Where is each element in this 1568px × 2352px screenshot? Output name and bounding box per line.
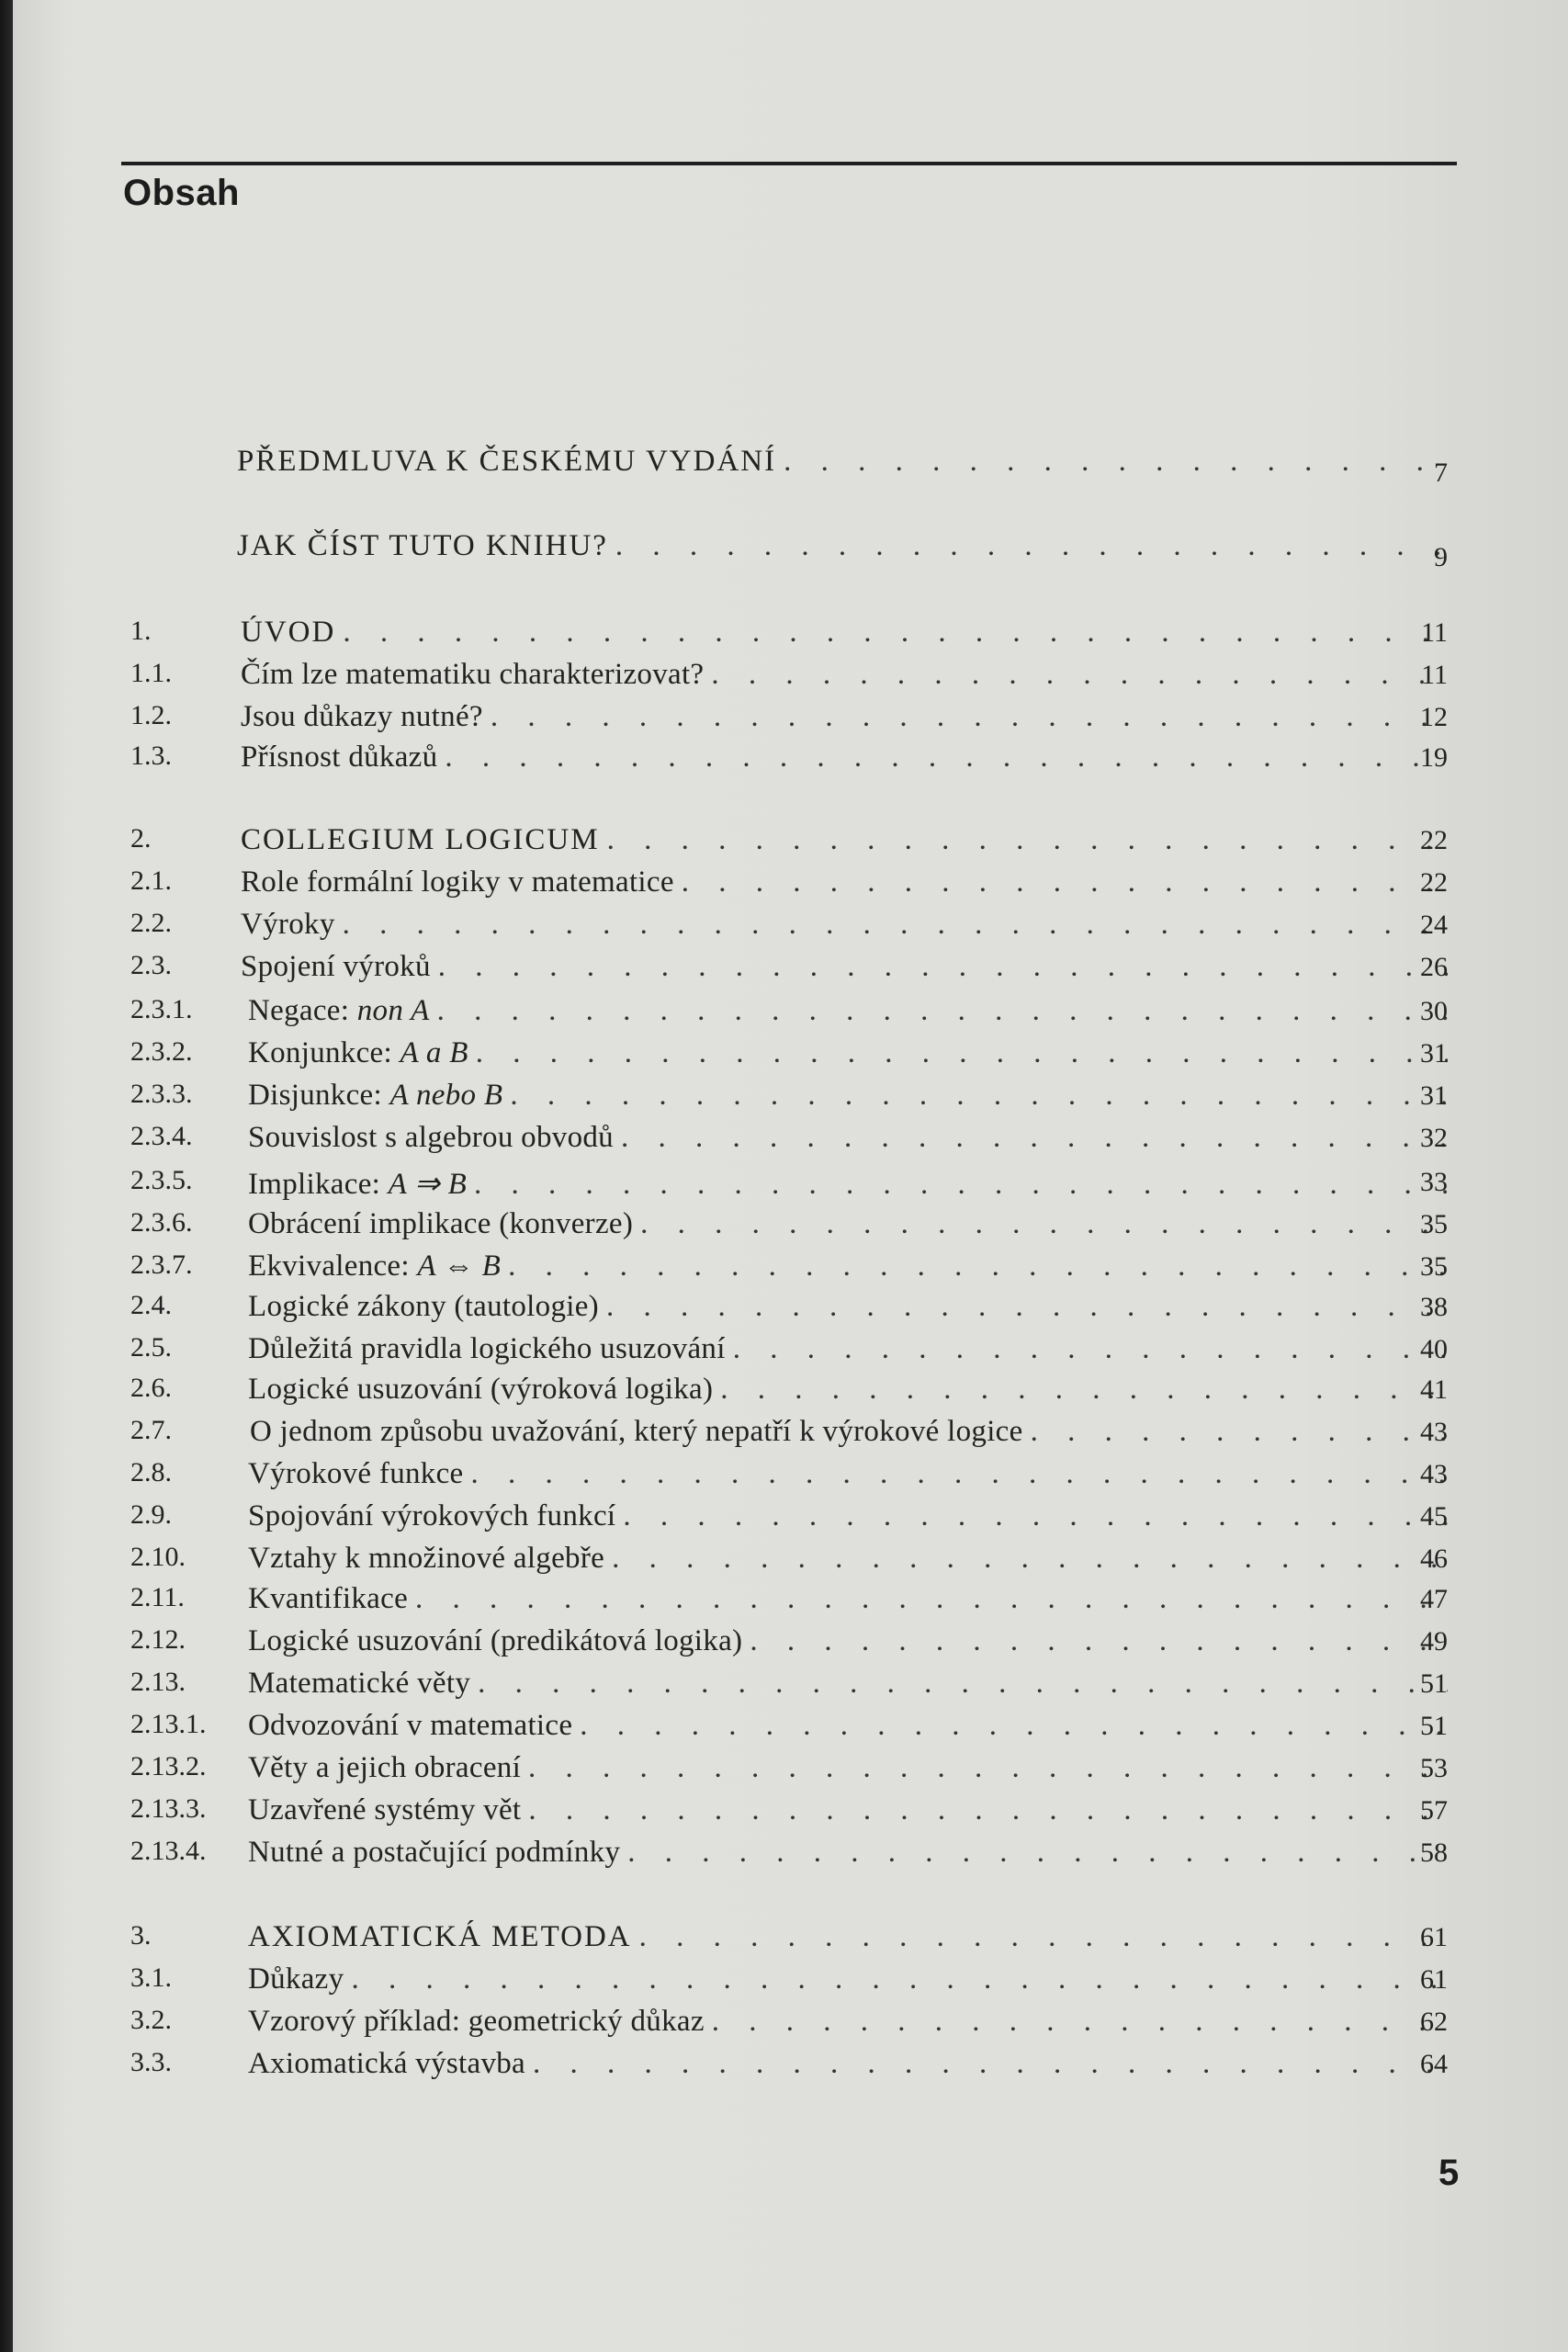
dot-leader xyxy=(704,658,1448,692)
page-number: 5 xyxy=(1438,2153,1460,2193)
toc-entry-formula: A ⇒ B xyxy=(388,1168,468,1201)
toc-entry xyxy=(13,994,1568,1035)
toc-entry-page: 30 xyxy=(1420,996,1448,1026)
toc-entry-page: 46 xyxy=(1420,1544,1448,1574)
toc-entry-number: 2.3.1. xyxy=(130,994,193,1024)
dot-leader xyxy=(468,1036,1448,1070)
toc-entry-title: Axiomatická výstavba xyxy=(248,2047,526,2080)
toc-entry-number: 2.3.7. xyxy=(130,1250,193,1280)
toc-entry-number: 3.3. xyxy=(130,2047,172,2077)
toc-entry-page: 9 xyxy=(1434,542,1448,572)
toc-entry-title: Souvislost s algebrou obvodů xyxy=(248,1121,614,1154)
toc-entry-number: 2. xyxy=(130,823,152,854)
toc-entry-number: 2.9. xyxy=(130,1499,172,1530)
table-of-contents xyxy=(13,0,1568,2352)
toc-entry-title: Disjunkce: A nebo B xyxy=(248,1079,503,1112)
toc-entry-number: 2.1. xyxy=(130,865,172,896)
toc-entry-number: 2.8. xyxy=(130,1457,172,1487)
toc-entry-number: 3. xyxy=(130,1920,152,1951)
toc-entry-formula: non A xyxy=(356,994,430,1027)
toc-entry-page: 64 xyxy=(1420,2049,1448,2079)
dot-leader xyxy=(408,1582,1448,1616)
toc-entry xyxy=(13,1457,1568,1498)
toc-entry-number: 2.2. xyxy=(130,908,172,938)
toc-entry-page: 22 xyxy=(1420,867,1448,898)
dot-leader xyxy=(525,2047,1448,2081)
toc-entry-number: 1.2. xyxy=(130,700,172,730)
toc-entry-title: Důležitá pravidla logického usuzování xyxy=(248,1332,726,1365)
toc-entry-page: 51 xyxy=(1420,1668,1448,1699)
dot-leader xyxy=(608,529,1448,563)
toc-entry-page: 26 xyxy=(1420,952,1448,982)
dot-leader xyxy=(742,1624,1448,1658)
toc-entry-page: 49 xyxy=(1420,1626,1448,1657)
toc-entry-page: 38 xyxy=(1420,1292,1448,1322)
toc-entry-title: JAK ČÍST TUTO KNIHU? xyxy=(237,529,608,562)
toc-entry-title: Spojení výroků xyxy=(241,950,431,983)
toc-entry xyxy=(13,1499,1568,1540)
toc-entry-title: Obrácení implikace (konverze) xyxy=(248,1207,634,1240)
toc-entry-page: 61 xyxy=(1420,1922,1448,1952)
toc-entry-title: Výroky xyxy=(241,908,335,941)
toc-entry xyxy=(13,2005,1568,2045)
toc-entry-number: 2.4. xyxy=(130,1290,172,1320)
toc-entry-title: Výrokové funkce xyxy=(248,1457,464,1490)
toc-entry-number: 1. xyxy=(130,616,152,646)
dot-leader xyxy=(776,445,1448,479)
toc-entry-page: 45 xyxy=(1420,1501,1448,1532)
dot-leader xyxy=(430,994,1448,1028)
toc-entry-page: 7 xyxy=(1434,458,1448,488)
dot-leader xyxy=(521,1793,1448,1827)
toc-entry-page: 40 xyxy=(1420,1334,1448,1364)
toc-entry-title: Vztahy k množinové algebře xyxy=(248,1542,605,1575)
toc-entry-number: 1.1. xyxy=(130,658,172,688)
toc-entry-title: PŘEDMLUVA K ČESKÉMU VYDÁNÍ xyxy=(237,445,777,478)
toc-entry-number: 2.3. xyxy=(130,950,172,980)
dot-leader xyxy=(335,908,1448,942)
toc-entry xyxy=(13,823,1568,864)
toc-entry-title: Logické usuzování (predikátová logika) xyxy=(248,1624,743,1657)
toc-entry-number: 2.7. xyxy=(130,1415,172,1445)
toc-entry xyxy=(13,1667,1568,1707)
toc-entry xyxy=(13,1036,1568,1077)
toc-entry xyxy=(13,658,1568,698)
dot-leader xyxy=(483,700,1448,734)
toc-entry-page: 62 xyxy=(1420,2007,1448,2037)
page-heading: Obsah xyxy=(123,173,240,213)
toc-entry xyxy=(13,1332,1568,1373)
dot-leader xyxy=(599,1290,1448,1324)
toc-entry xyxy=(13,741,1568,781)
toc-entry xyxy=(13,1165,1568,1205)
toc-entry-title: Důkazy xyxy=(248,1962,344,1996)
toc-entry-page: 12 xyxy=(1420,702,1448,732)
dot-leader xyxy=(501,1250,1448,1283)
toc-entry-number: 1.3. xyxy=(130,741,172,771)
toc-entry xyxy=(13,1582,1568,1623)
dot-leader xyxy=(335,616,1448,650)
toc-entry-number: 2.3.3. xyxy=(130,1079,193,1109)
toc-entry-number: 2.13.2. xyxy=(130,1751,207,1781)
toc-entry-page: 57 xyxy=(1420,1795,1448,1826)
toc-entry-title: Negace: non A xyxy=(248,994,430,1027)
toc-entry xyxy=(13,1624,1568,1665)
dot-leader xyxy=(615,1499,1448,1533)
toc-entry-title: AXIOMATICKÁ METODA xyxy=(248,1920,632,1953)
toc-entry-title: Věty a jejich obracení xyxy=(248,1751,522,1784)
toc-entry-title: O jednom způsobu uvažování, který nepatří k výrokové logice xyxy=(250,1415,1023,1448)
toc-entry-title: ÚVOD xyxy=(241,616,336,649)
toc-entry-title: Logické usuzování (výroková logika) xyxy=(248,1373,714,1406)
toc-entry-number: 2.3.4. xyxy=(130,1121,193,1151)
dot-leader xyxy=(470,1667,1448,1701)
toc-entry-page: 35 xyxy=(1420,1209,1448,1239)
dot-leader xyxy=(467,1168,1448,1202)
toc-entry-title: Role formální logiky v matematice xyxy=(241,865,674,899)
toc-entry-title: Implikace: A ⇒ B xyxy=(248,1168,468,1201)
toc-entry-title: Uzavřené systémy vět xyxy=(248,1793,522,1826)
toc-entry xyxy=(13,1207,1568,1248)
toc-entry-page: 61 xyxy=(1420,1964,1448,1995)
toc-entry-formula: A nebo B xyxy=(389,1079,503,1112)
toc-entry-number: 2.13.1. xyxy=(130,1709,207,1739)
toc-entry-title: Nutné a postačující podmínky xyxy=(248,1836,621,1869)
toc-entry-page: 47 xyxy=(1420,1584,1448,1614)
dot-leader xyxy=(464,1457,1448,1491)
toc-entry-title: Konjunkce: A a B xyxy=(248,1036,468,1069)
toc-entry xyxy=(13,700,1568,741)
toc-entry xyxy=(13,1836,1568,1876)
toc-entry-number: 3.2. xyxy=(130,2005,172,2035)
dot-leader xyxy=(726,1332,1448,1366)
toc-entry xyxy=(13,865,1568,906)
toc-entry xyxy=(13,529,1568,570)
toc-entry-page: 41 xyxy=(1420,1374,1448,1405)
toc-entry xyxy=(13,616,1568,656)
toc-entry xyxy=(13,1962,1568,2003)
toc-entry xyxy=(13,1415,1568,1455)
dot-leader xyxy=(600,823,1448,857)
toc-entry xyxy=(13,1920,1568,1961)
dot-leader xyxy=(502,1079,1448,1113)
book-page xyxy=(13,0,1568,2352)
toc-entry xyxy=(13,1373,1568,1413)
toc-entry-number: 2.13. xyxy=(130,1667,186,1697)
toc-entry-page: 19 xyxy=(1420,742,1448,773)
toc-entry-page: 32 xyxy=(1420,1123,1448,1153)
toc-entry xyxy=(13,1709,1568,1749)
toc-entry-title: Čím lze matematiku charakterizovat? xyxy=(241,658,705,691)
toc-entry-title: Ekvivalence: A ⇔ B xyxy=(248,1250,502,1283)
toc-entry-number: 2.13.4. xyxy=(130,1836,207,1866)
toc-entry-page: 53 xyxy=(1420,1753,1448,1783)
page-edge xyxy=(0,0,13,2352)
toc-entry-page: 11 xyxy=(1421,660,1448,690)
dot-leader xyxy=(713,1373,1448,1407)
dot-leader xyxy=(674,865,1448,899)
toc-entry-number: 2.6. xyxy=(130,1373,172,1403)
toc-entry xyxy=(13,1751,1568,1792)
toc-entry-number: 2.12. xyxy=(130,1624,186,1655)
toc-entry-title: Kvantifikace xyxy=(248,1582,409,1615)
dot-leader xyxy=(521,1751,1448,1785)
toc-entry-title: Jsou důkazy nutné? xyxy=(241,700,483,733)
toc-entry-number: 2.3.5. xyxy=(130,1165,193,1195)
toc-entry-page: 11 xyxy=(1421,617,1448,648)
dot-leader xyxy=(633,1207,1448,1241)
toc-entry xyxy=(13,1542,1568,1582)
toc-entry xyxy=(13,908,1568,948)
toc-entry-formula: A a B xyxy=(400,1036,468,1069)
dot-leader xyxy=(705,2005,1448,2039)
toc-entry xyxy=(13,1121,1568,1161)
toc-entry xyxy=(13,445,1568,488)
toc-entry-number: 3.1. xyxy=(130,1962,172,1993)
toc-entry-page: 43 xyxy=(1420,1417,1448,1447)
toc-entry-page: 31 xyxy=(1420,1080,1448,1111)
dot-leader xyxy=(437,741,1448,775)
toc-entry-title: Spojování výrokových funkcí xyxy=(248,1499,616,1532)
toc-entry-page: 51 xyxy=(1420,1711,1448,1741)
toc-entry-title: Logické zákony (tautologie) xyxy=(248,1290,599,1323)
toc-entry-title: COLLEGIUM LOGICUM xyxy=(241,823,600,856)
toc-entry-page: 33 xyxy=(1420,1167,1448,1197)
toc-entry-number: 2.11. xyxy=(130,1582,185,1612)
dot-leader xyxy=(620,1836,1448,1870)
toc-entry xyxy=(13,1290,1568,1330)
toc-entry-page: 22 xyxy=(1420,825,1448,855)
toc-entry xyxy=(13,1079,1568,1119)
toc-entry xyxy=(13,950,1568,990)
dot-leader xyxy=(344,1962,1448,1996)
toc-entry-number: 2.3.2. xyxy=(130,1036,193,1067)
toc-entry-page: 35 xyxy=(1420,1251,1448,1282)
toc-entry-page: 43 xyxy=(1420,1459,1448,1489)
toc-entry-number: 2.13.3. xyxy=(130,1793,207,1824)
toc-entry-title: Vzorový příklad: geometrický důkaz xyxy=(248,2005,705,2038)
dot-leader xyxy=(604,1542,1448,1576)
toc-entry-title: Přísnost důkazů xyxy=(241,741,438,774)
toc-entry-title: Odvozování v matematice xyxy=(248,1709,573,1742)
toc-entry-page: 24 xyxy=(1420,910,1448,940)
dot-leader xyxy=(1023,1415,1448,1449)
toc-entry-number: 2.3.6. xyxy=(130,1207,193,1238)
toc-entry-number: 2.10. xyxy=(130,1542,186,1572)
toc-entry-page: 58 xyxy=(1420,1838,1448,1868)
toc-entry-formula: A ⇔ B xyxy=(417,1250,502,1283)
dot-leader xyxy=(632,1920,1448,1954)
toc-entry xyxy=(13,1793,1568,1834)
toc-entry-page: 31 xyxy=(1420,1038,1448,1069)
dot-leader xyxy=(431,950,1448,984)
toc-entry-number: 2.5. xyxy=(130,1332,172,1363)
toc-entry xyxy=(13,2047,1568,2087)
toc-entry-title: Matematické věty xyxy=(248,1667,471,1700)
dot-leader xyxy=(614,1121,1448,1155)
dot-leader xyxy=(572,1709,1448,1743)
toc-entry xyxy=(13,1250,1568,1290)
